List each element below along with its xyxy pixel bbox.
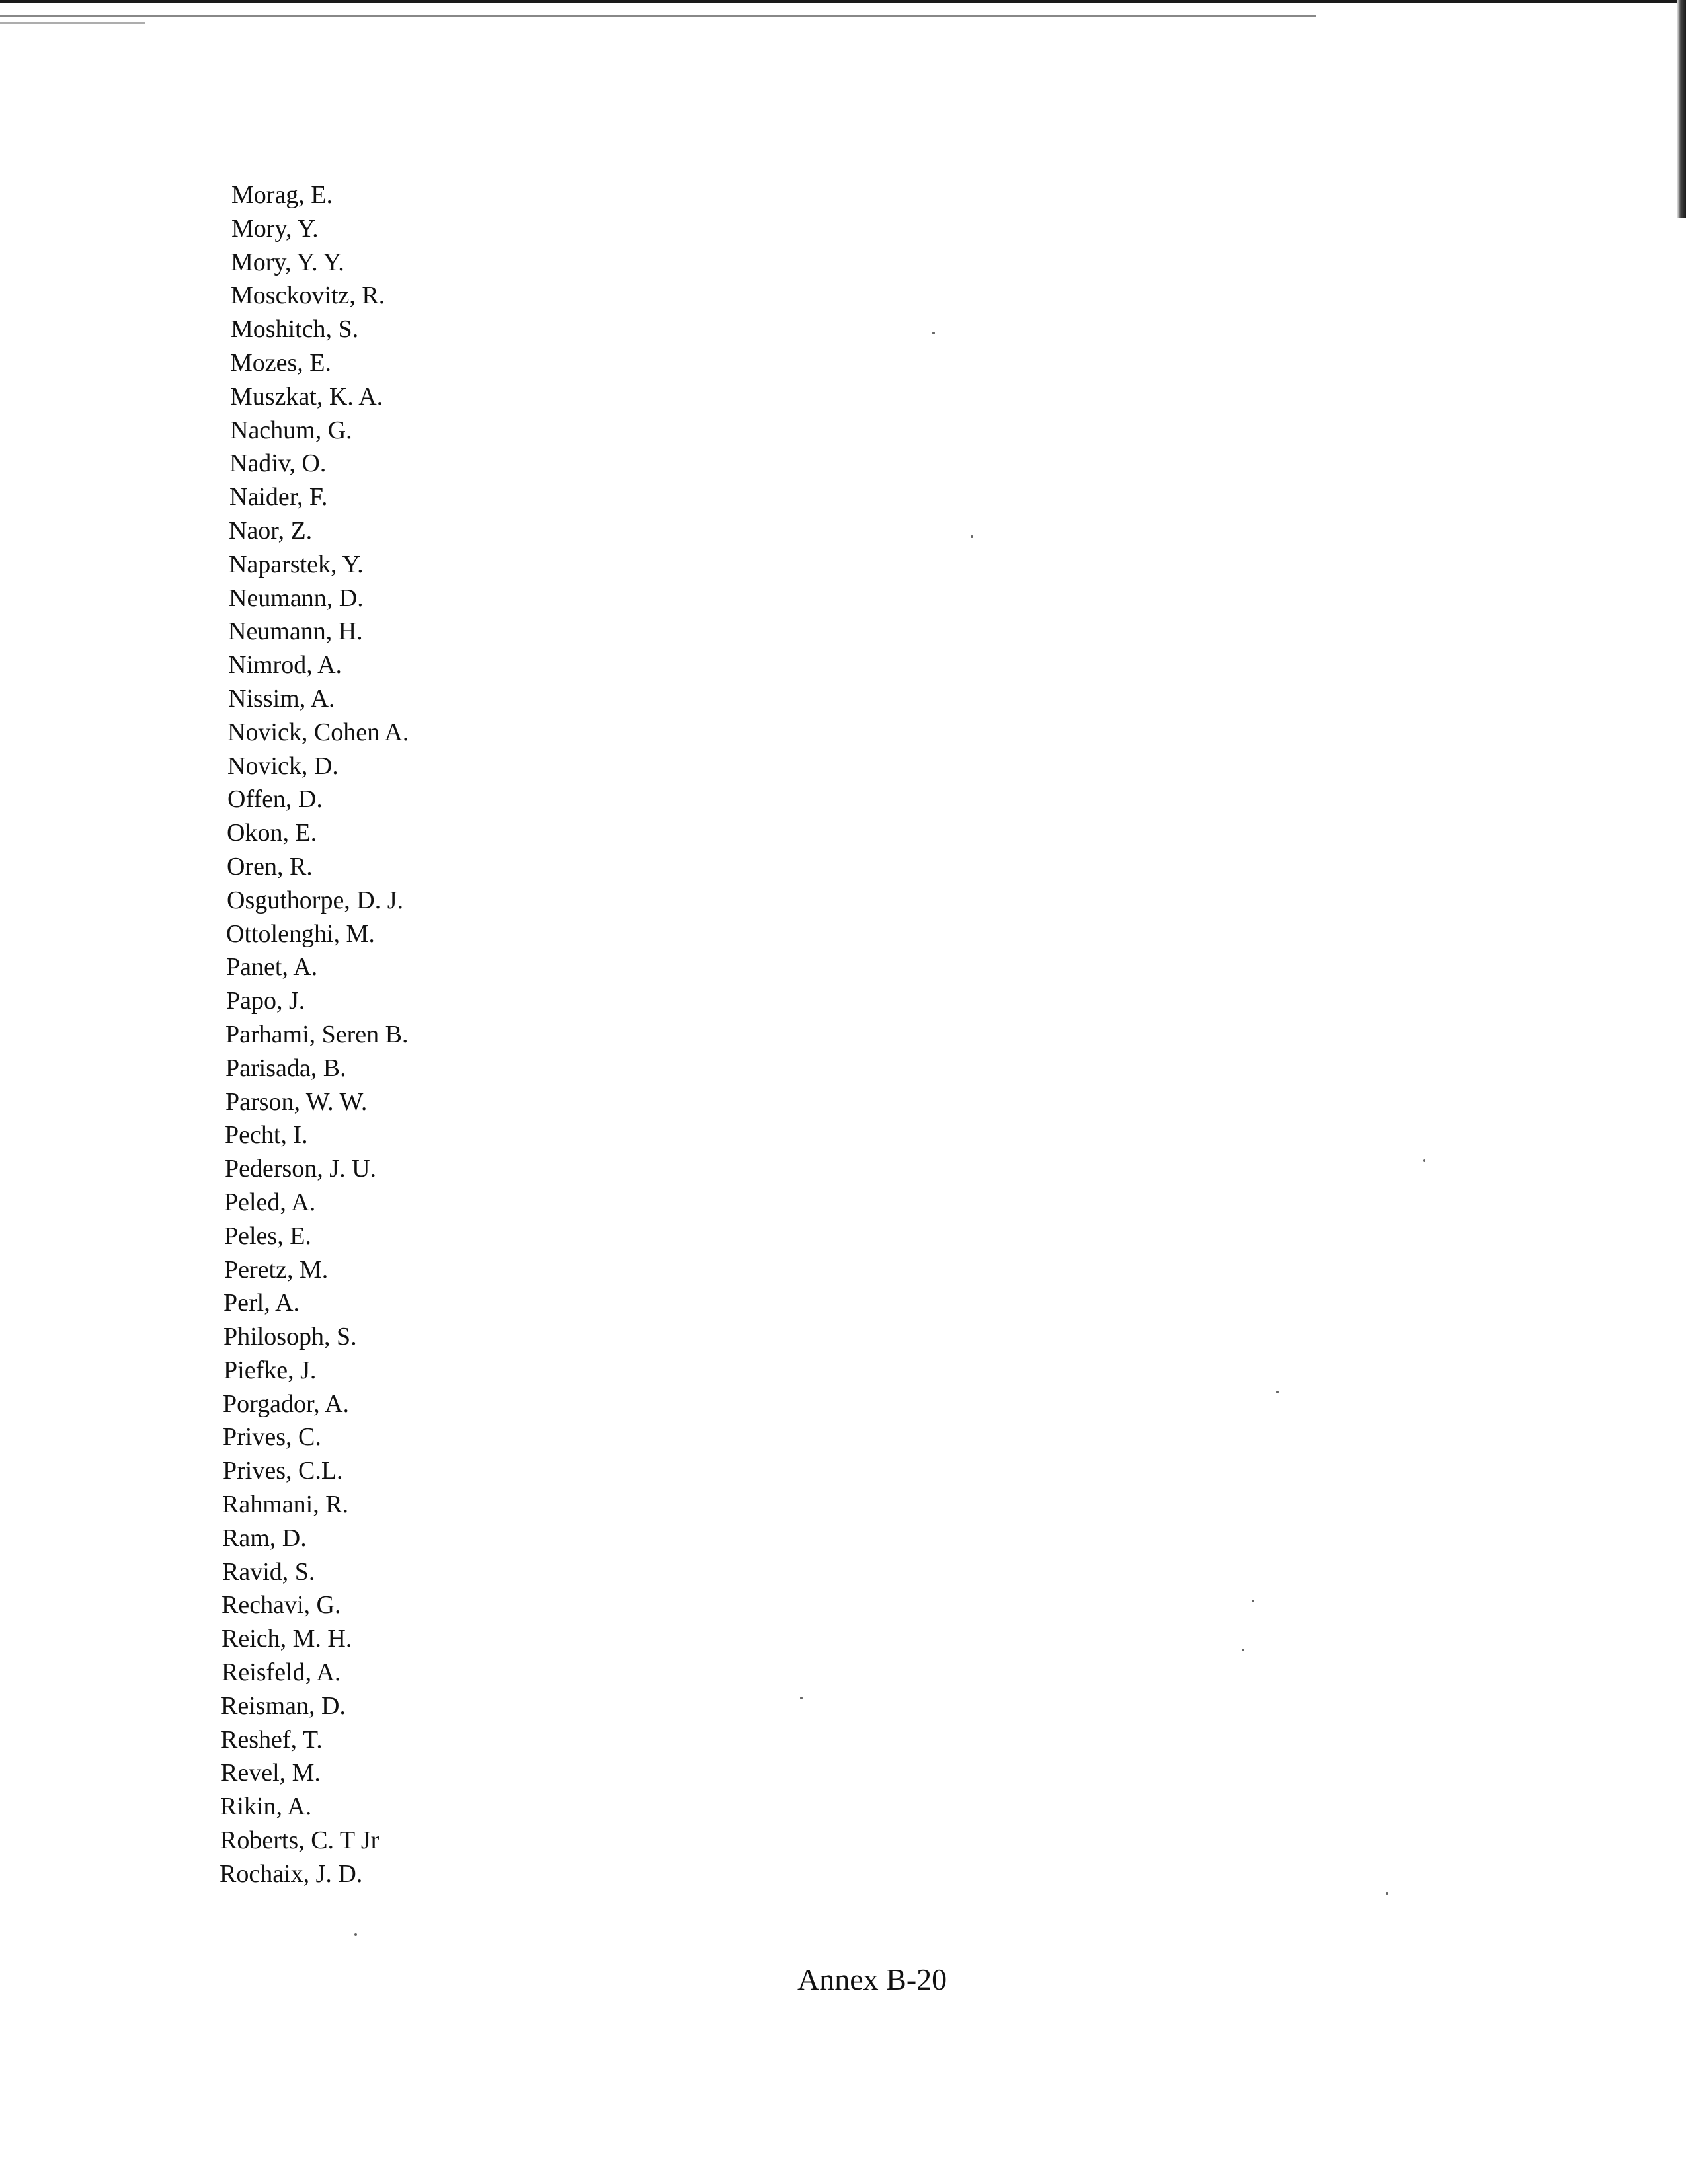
page-footer: Annex B-20	[797, 1963, 947, 1996]
list-item: Rahmani, R.	[222, 1491, 349, 1519]
list-item: Neumann, H.	[228, 617, 363, 646]
list-item: Osguthorpe, D. J.	[227, 886, 404, 914]
list-item: Naparstek, Y.	[229, 550, 364, 578]
scan-speck	[971, 535, 973, 538]
list-item: Rochaix, J. D.	[220, 1859, 363, 1888]
list-item: Perl, A.	[223, 1289, 300, 1317]
list-item: Parhami, Seren B.	[225, 1020, 409, 1048]
list-item: Prives, C.	[223, 1423, 321, 1452]
scan-speck	[1386, 1892, 1388, 1895]
list-item: Naider, F.	[229, 483, 328, 512]
list-item: Mory, Y. Y.	[231, 248, 344, 276]
list-item: Reisfeld, A.	[221, 1658, 341, 1687]
scan-speck	[354, 1933, 357, 1936]
list-item: Nissim, A.	[228, 684, 335, 713]
list-item: Reisman, D.	[221, 1692, 346, 1720]
list-item: Piefke, J.	[223, 1356, 317, 1384]
scan-speck	[932, 332, 935, 334]
list-item: Novick, Cohen A.	[227, 718, 409, 746]
scan-speck	[1252, 1600, 1254, 1602]
list-item: Ottolenghi, M.	[226, 919, 375, 948]
list-item: Ravid, S.	[222, 1557, 315, 1586]
scan-top-line	[0, 15, 1316, 17]
list-item: Pecht, I.	[225, 1121, 308, 1150]
list-item: Panet, A.	[226, 953, 318, 982]
list-item: Nachum, G.	[230, 416, 352, 444]
list-item: Nimrod, A.	[228, 651, 342, 680]
scan-speck	[1242, 1649, 1244, 1651]
list-item: Offen, D.	[227, 785, 323, 814]
list-item: Peles, E.	[224, 1222, 311, 1250]
list-item: Okon, E.	[227, 819, 317, 847]
list-item: Ram, D.	[222, 1524, 307, 1552]
list-item: Prives, C.L.	[223, 1457, 343, 1485]
list-item: Peretz, M.	[224, 1255, 329, 1284]
list-item: Rechavi, G.	[221, 1591, 341, 1619]
scan-speck	[1276, 1391, 1279, 1393]
scan-speck	[800, 1697, 803, 1699]
list-item: Parson, W. W.	[225, 1087, 368, 1116]
name-list	[218, 178, 409, 1891]
scan-top-edge	[0, 0, 1686, 7]
list-item: Novick, D.	[227, 752, 339, 780]
list-item: Roberts, C. T Jr	[220, 1826, 380, 1855]
list-item: Porgador, A.	[223, 1389, 349, 1418]
list-item: Mosckovitz, R.	[231, 282, 385, 310]
list-item: Naor, Z.	[229, 516, 313, 545]
list-item: Reich, M. H.	[221, 1625, 352, 1653]
scan-speck	[1423, 1159, 1425, 1162]
list-item: Muszkat, K. A.	[230, 382, 383, 410]
list-item: Papo, J.	[226, 987, 305, 1015]
list-item: Mory, Y.	[231, 214, 319, 243]
list-item: Mozes, E.	[230, 348, 332, 377]
scan-top-mark	[0, 22, 145, 24]
list-item: Pederson, J. U.	[225, 1155, 377, 1183]
list-item: Oren, R.	[227, 852, 313, 880]
list-item: Moshitch, S.	[231, 315, 359, 344]
list-item: Peled, A.	[224, 1188, 316, 1216]
list-item: Morag, E.	[231, 181, 333, 209]
list-item: Nadiv, O.	[229, 449, 327, 478]
list-item: Philosoph, S.	[223, 1323, 357, 1351]
scan-right-edge-fade	[1677, 218, 1686, 2184]
list-item: Revel, M.	[221, 1759, 321, 1787]
list-item: Reshef, T.	[221, 1725, 323, 1754]
list-item: Neumann, D.	[229, 584, 364, 612]
list-item: Parisada, B.	[225, 1054, 346, 1082]
list-item: Rikin, A.	[220, 1793, 312, 1821]
